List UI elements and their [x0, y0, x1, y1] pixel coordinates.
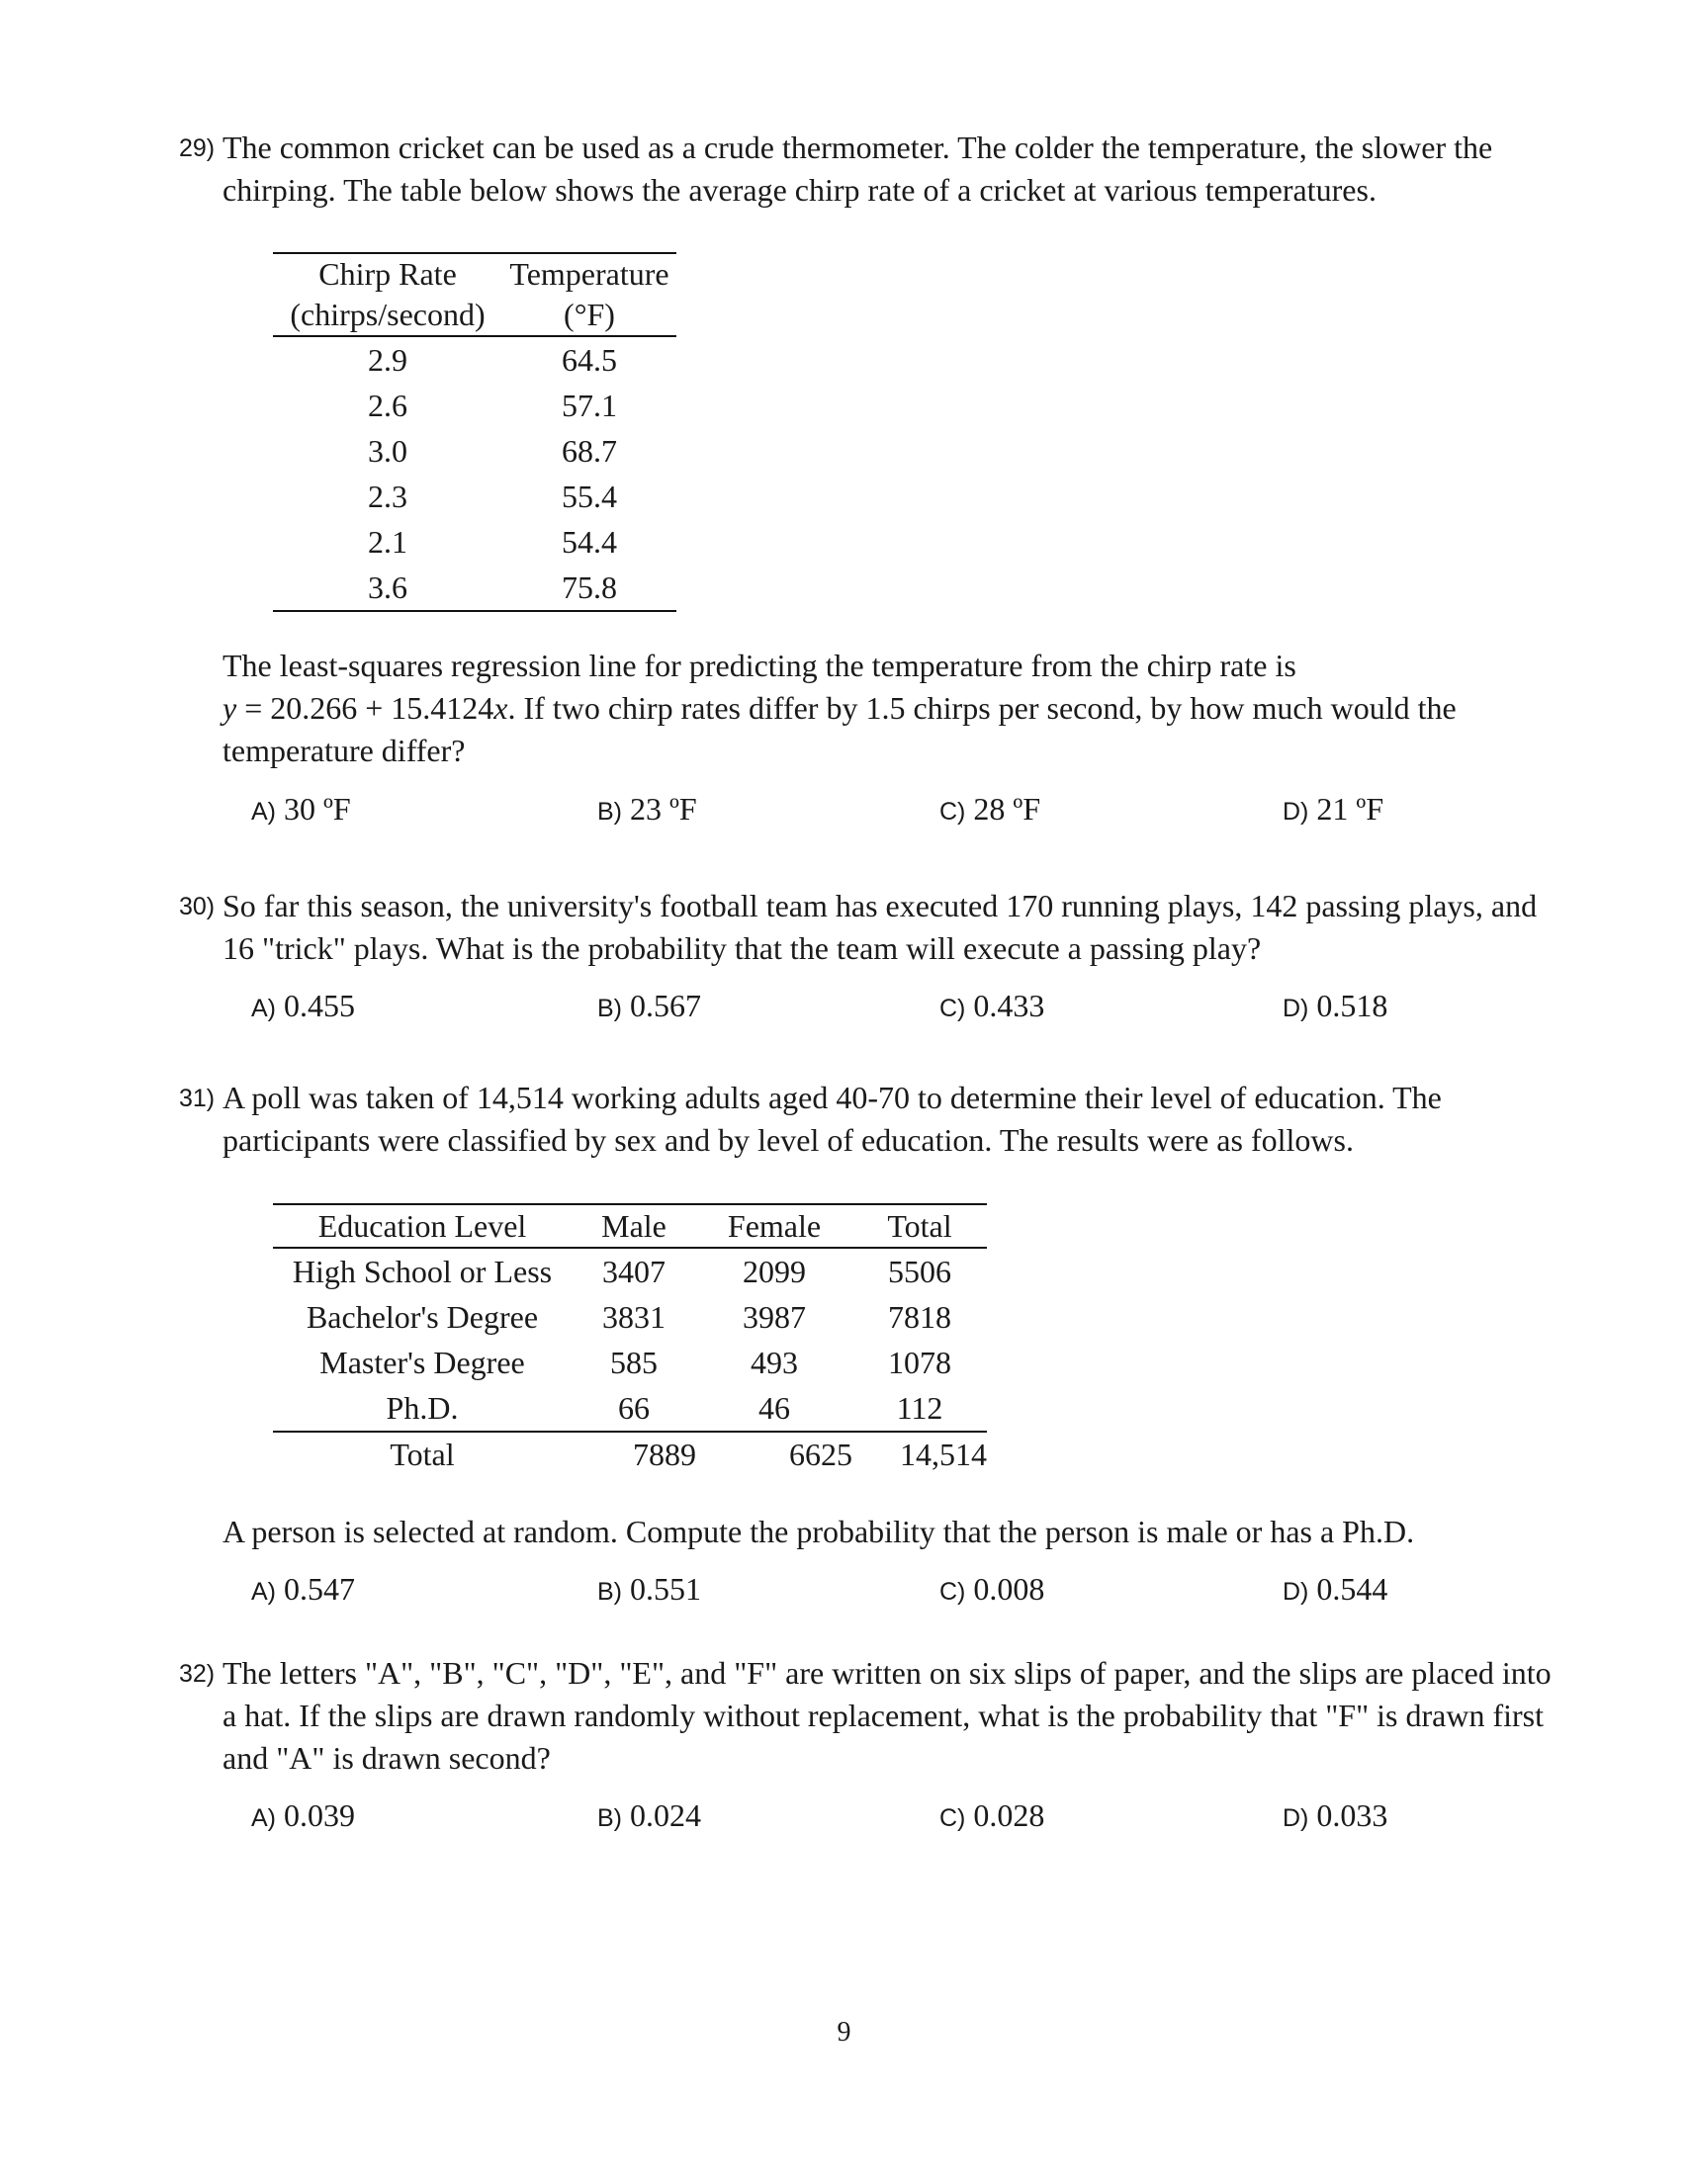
table-row [273, 565, 676, 611]
choice-letter: A) [251, 995, 276, 1022]
question-text: The letters "A", "B", "C", "D", "E", and "F" are written on six slips of paper, and the slips are placed into a hat. If the slips are drawn randomly without replacement, what is the probability that "F" is drawn first and "A" is drawn second? [222, 1655, 1552, 1776]
column-header: Chirp Rate [318, 256, 457, 292]
answer-choice-c[interactable] [939, 1567, 1044, 1614]
answer-choice-a[interactable] [251, 1793, 355, 1840]
question-text [222, 645, 1557, 772]
table-cell: High School or Less [292, 1254, 553, 1289]
choice-text: 28 ºF [973, 791, 1041, 827]
table-row [273, 1294, 987, 1340]
column-header: Female [696, 1204, 852, 1248]
answer-choices [251, 1567, 1563, 1611]
answer-choice-d[interactable] [1283, 1793, 1387, 1840]
answer-choice-a[interactable] [251, 1567, 355, 1614]
table-cell: 1078 [888, 1345, 951, 1380]
answer-choice-a[interactable] [251, 984, 355, 1030]
table-total-row [273, 1432, 987, 1476]
table-cell: 112 [896, 1390, 943, 1426]
answer-choice-b[interactable] [597, 1567, 701, 1614]
question-text: A poll was taken of 14,514 working adults aged 40-70 to determine their level of education. The participants were classified by sex and by level of education. The results were as follows. [222, 1080, 1442, 1158]
table-header-row [273, 253, 676, 295]
table-cell: 64.5 [562, 342, 617, 378]
table-cell: 7818 [888, 1299, 951, 1335]
column-header: Male [572, 1204, 696, 1248]
table-cell: 6625 [696, 1432, 852, 1476]
question-number: 29) [179, 134, 216, 162]
choice-letter: C) [939, 995, 966, 1022]
regression-equation: = 20.266 + 15.4124 [236, 690, 494, 726]
answer-choice-d[interactable] [1283, 1567, 1387, 1614]
chirp-rate-table [273, 252, 676, 612]
table-cell: 57.1 [562, 388, 617, 423]
choice-letter: C) [939, 798, 966, 826]
answer-choice-d[interactable] [1283, 984, 1387, 1030]
choice-letter: D) [1283, 1804, 1309, 1832]
var-y: y [222, 690, 237, 726]
question-32 [179, 1652, 1563, 1837]
table-row [273, 519, 676, 565]
question-31 [179, 1077, 1563, 1162]
table-cell: 2.6 [368, 388, 407, 423]
column-header: Education Level [273, 1204, 572, 1248]
choice-letter: B) [597, 995, 622, 1022]
table-row [273, 428, 676, 474]
table-cell: 2099 [743, 1254, 806, 1289]
choice-text: 0.547 [284, 1571, 355, 1607]
choice-letter: C) [939, 1578, 966, 1606]
choice-letter: D) [1283, 798, 1309, 826]
choice-text: 0.518 [1316, 988, 1388, 1023]
choice-text: 0.551 [630, 1571, 701, 1607]
table-cell: 7889 [572, 1432, 696, 1476]
table-cell: 68.7 [562, 433, 617, 469]
table-row [273, 1340, 987, 1385]
column-header: Temperature [509, 256, 669, 292]
choice-text: 23 ºF [630, 791, 697, 827]
answer-choice-b[interactable] [597, 984, 701, 1030]
regression-intro: The least-squares regression line for predicting the temperature from the chirp rate is [222, 648, 1296, 683]
answer-choice-b[interactable] [597, 787, 697, 833]
table-row [273, 383, 676, 428]
choice-text: 30 ºF [284, 791, 351, 827]
answer-choices [251, 984, 1563, 1027]
table-cell: 14,514 [852, 1432, 987, 1476]
table-cell: 3.6 [368, 569, 407, 605]
choice-text: 0.567 [630, 988, 701, 1023]
page-number: 9 [837, 2017, 851, 2048]
choice-letter: A) [251, 1578, 276, 1606]
table-cell: 54.4 [562, 524, 617, 560]
table-cell: 2.3 [368, 479, 407, 514]
choice-letter: B) [597, 798, 622, 826]
answer-choice-c[interactable] [939, 984, 1044, 1030]
answer-choice-c[interactable] [939, 787, 1040, 833]
var-x: x [493, 690, 508, 726]
table-cell: Total [273, 1432, 572, 1476]
table-row [273, 336, 676, 383]
table-header-row [273, 1204, 987, 1248]
question-text: So far this season, the university's football team has executed 170 running plays, 142 passing plays, and 16 "trick" plays. What is the probability that the team will execute a passing play? [222, 888, 1538, 966]
choice-text: 0.544 [1316, 1571, 1388, 1607]
answer-choices [251, 1793, 1563, 1837]
table-cell: 2.9 [368, 342, 407, 378]
question-29 [179, 127, 1563, 212]
answer-choice-c[interactable] [939, 1793, 1044, 1840]
question-number: 31) [179, 1085, 216, 1112]
answer-choice-b[interactable] [597, 1793, 701, 1840]
choice-letter: B) [597, 1578, 622, 1606]
column-header-unit: (chirps/second) [273, 295, 502, 336]
table-cell: 55.4 [562, 479, 617, 514]
table-cell: 3407 [602, 1254, 666, 1289]
table-cell: 2.1 [368, 524, 407, 560]
choice-text: 0.033 [1316, 1797, 1388, 1833]
question-number: 30) [179, 893, 216, 920]
choice-letter: A) [251, 798, 276, 826]
choice-letter: D) [1283, 1578, 1309, 1606]
choice-text: 21 ºF [1316, 791, 1384, 827]
table-cell: 585 [610, 1345, 658, 1380]
answer-choice-a[interactable] [251, 787, 351, 833]
choice-letter: B) [597, 1804, 622, 1832]
column-header-unit: (°F) [502, 295, 676, 336]
question-number: 32) [179, 1660, 216, 1688]
table-cell: Ph.D. [386, 1390, 459, 1426]
question-text: The common cricket can be used as a crude thermometer. The colder the temperature, the slower the chirping. The table below shows the average chirp rate of a cricket at various temperatures. [222, 130, 1493, 208]
table-cell: 3831 [602, 1299, 666, 1335]
choice-letter: C) [939, 1804, 966, 1832]
choice-letter: A) [251, 1804, 276, 1832]
table-cell: Bachelor's Degree [306, 1299, 539, 1335]
answer-choices [251, 787, 1563, 830]
regression-question: . If two chirp rates differ by 1.5 chirps per second, by how much would the temperature differ? [222, 690, 1457, 768]
choice-text: 0.028 [973, 1797, 1045, 1833]
table-cell: 3.0 [368, 433, 407, 469]
table-cell: Master's Degree [319, 1345, 525, 1380]
choice-text: 0.455 [284, 988, 355, 1023]
table-cell: 493 [751, 1345, 798, 1380]
table-header-row [273, 295, 676, 336]
table-cell: 75.8 [562, 569, 617, 605]
table-cell: 46 [758, 1390, 790, 1426]
table-cell: 5506 [888, 1254, 951, 1289]
table-cell: 3987 [743, 1299, 806, 1335]
choice-text: 0.024 [630, 1797, 701, 1833]
education-level-table [273, 1203, 987, 1476]
table-cell: 66 [618, 1390, 650, 1426]
choice-text: 0.433 [973, 988, 1045, 1023]
question-30 [179, 885, 1563, 1027]
choice-text: 0.039 [284, 1797, 355, 1833]
choice-letter: D) [1283, 995, 1309, 1022]
choice-text: 0.008 [973, 1571, 1045, 1607]
answer-choice-d[interactable] [1283, 787, 1383, 833]
column-header: Total [852, 1204, 987, 1248]
table-row [273, 474, 676, 519]
question-29-body [179, 645, 1563, 830]
question-31-body [179, 1511, 1563, 1611]
table-row [273, 1248, 987, 1294]
table-row [273, 1385, 987, 1432]
question-text: A person is selected at random. Compute the probability that the person is male or has a Ph.D. [222, 1514, 1415, 1549]
